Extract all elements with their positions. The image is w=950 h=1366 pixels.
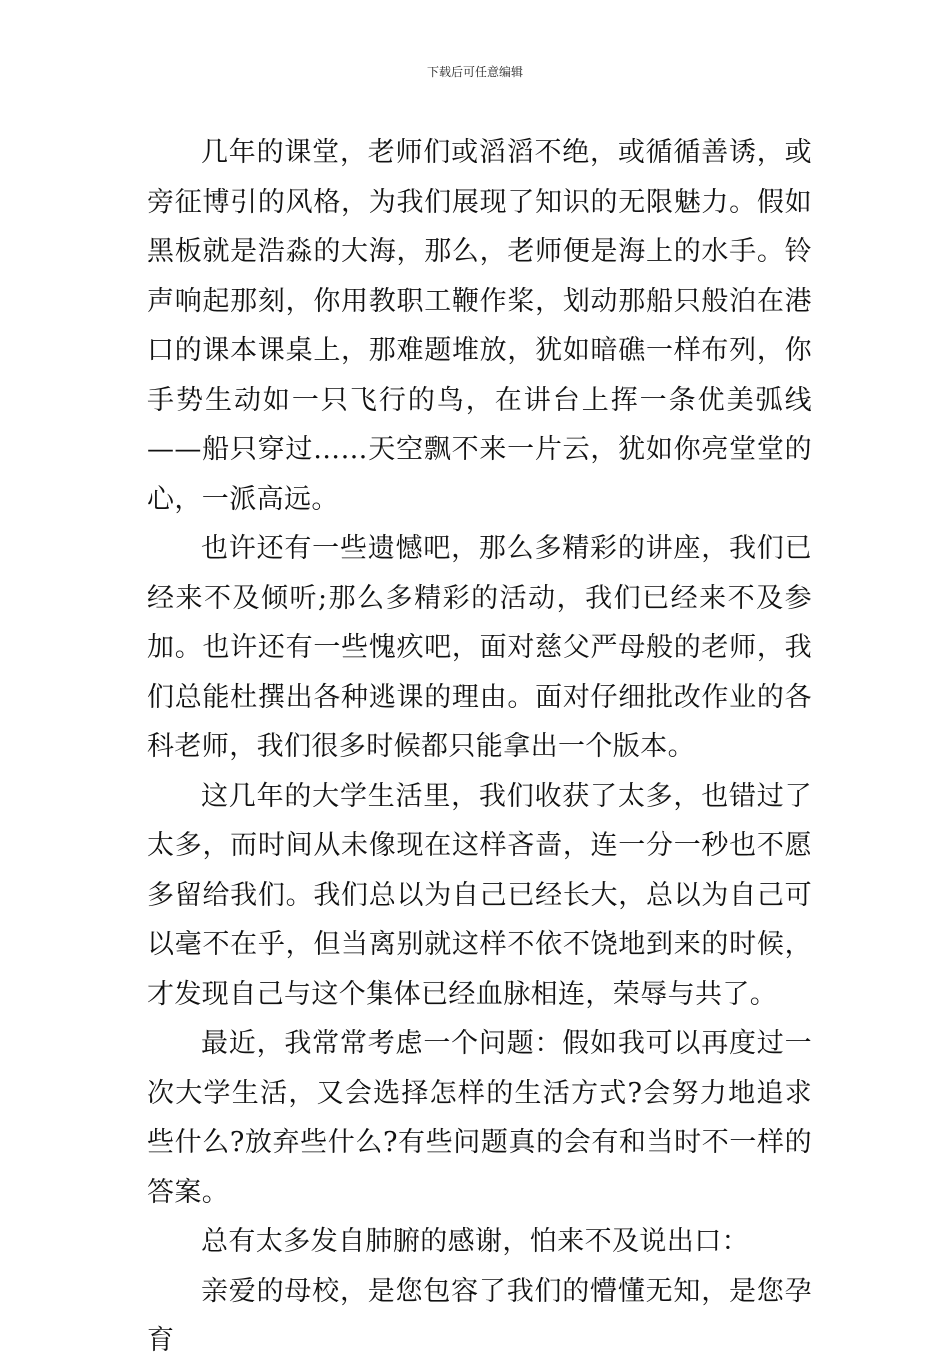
paragraph-4: 最近，我常常考虑一个问题：假如我可以再度过一次大学生活，又会选择怎样的生活方式?会努力地追求些什么?放弃些什么?有些问题真的会有和当时不一样的答案。 bbox=[147, 1028, 812, 1208]
page-header: 下载后可任意编辑 bbox=[426, 65, 523, 79]
paragraph-5: 总有太多发自肺腑的感谢，怕来不及说出口： bbox=[201, 1226, 749, 1257]
paragraph-3: 这几年的大学生活里，我们收获了太多，也错过了太多，而时间从未像现在这样吝啬，连一分一秒也不愿多留给我们。我们总以为自己已经长大，总以为自己可以毫不在乎，但当离别就这样不依不饶地到来的时候，才发现自己与这个集体已经血脉相连，荣辱与共了。 bbox=[147, 780, 812, 1010]
document-body bbox=[147, 128, 812, 1366]
paragraph-1: 几年的课堂，老师们或滔滔不绝，或循循善诱，或旁征博引的风格，为我们展现了知识的无限魅力。假如黑板就是浩淼的大海，那么，老师便是海上的水手。铃声响起那刻，你用教职工鞭作桨，划动那船只般泊在港口的课本课桌上，那难题堆放，犹如暗礁一样布列，你手势生动如一只飞行的鸟，在讲台上挥一条优美弧线——船只穿过……天空飘不来一片云，犹如你亮堂堂的心，一派高远。 bbox=[147, 137, 812, 515]
paragraph-6: 亲爱的母校，是您包容了我们的懵懂无知，是您孕育 bbox=[147, 1275, 812, 1356]
paragraph-2: 也许还有一些遗憾吧，那么多精彩的讲座，我们已经来不及倾听;那么多精彩的活动，我们已经来不及参加。也许还有一些愧疚吧，面对慈父严母般的老师，我们总能杜撰出各种逃课的理由。面对仔细批改作业的各科老师，我们很多时候都只能拿出一个版本。 bbox=[147, 533, 812, 762]
